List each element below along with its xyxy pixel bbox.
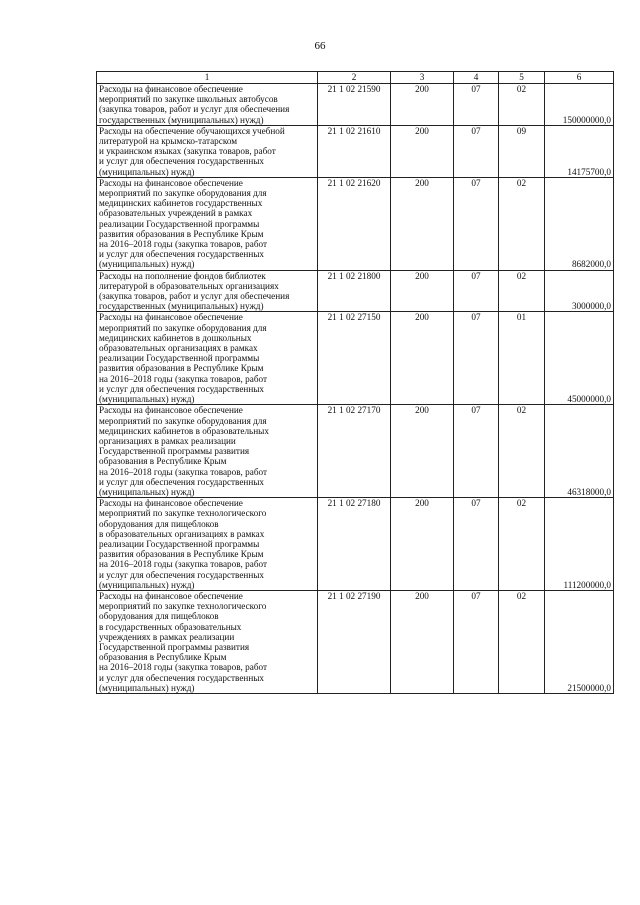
row-amount: 46318000,0 — [545, 405, 614, 498]
row-expense-type: 200 — [391, 270, 454, 312]
table-row — [97, 125, 614, 177]
row-code: 21 1 02 27180 — [318, 498, 391, 591]
row-expense-type: 200 — [391, 177, 454, 270]
table-row — [97, 270, 614, 312]
row-code: 21 1 02 21590 — [318, 84, 391, 126]
row-description: Расходы на обеспечение обучающихся учебной литературой на крымско-татарском и украинском языках (закупка товаров, работ и услуг для обеспечения государственных (муниципальных) нужд) — [97, 125, 318, 177]
row-code: 21 1 02 27150 — [318, 312, 391, 405]
row-section: 07 — [454, 498, 499, 591]
row-expense-type: 200 — [391, 312, 454, 405]
table-row — [97, 405, 614, 498]
row-description: Расходы на финансовое обеспечение мероприятий по закупке оборудования для медицинских кабинетов в дошкольных образовательных организациях в рамках реализации Государственной программы развития образования в Республике Крым на 2016–2018 годы (закупка товаров, работ и услуг для обеспечения государственных (муниципальных) нужд) — [97, 312, 318, 405]
header-col-5: 5 — [499, 72, 545, 84]
table-row — [97, 312, 614, 405]
row-expense-type: 200 — [391, 84, 454, 126]
header-row — [97, 72, 614, 84]
row-expense-type: 200 — [391, 590, 454, 693]
row-amount: 3000000,0 — [545, 270, 614, 312]
row-section: 07 — [454, 125, 499, 177]
row-amount: 150000000,0 — [545, 84, 614, 126]
row-code: 21 1 02 27170 — [318, 405, 391, 498]
row-code: 21 1 02 21610 — [318, 125, 391, 177]
row-section: 07 — [454, 590, 499, 693]
row-description: Расходы на финансовое обеспечение мероприятий по закупке технологического оборудования для пищеблоков в образовательных организациях в рамках реализации Государственной программы развития образования в Республике Крым на 2016–2018 годы (закупка товаров, работ и услуг для обеспечения государственных (муниципальных) нужд) — [97, 498, 318, 591]
row-subsection: 02 — [499, 84, 545, 126]
row-subsection: 09 — [499, 125, 545, 177]
budget-table — [96, 71, 614, 694]
row-subsection: 02 — [499, 177, 545, 270]
page-number: 66 — [314, 40, 326, 52]
row-amount: 111200000,0 — [545, 498, 614, 591]
row-subsection: 02 — [499, 270, 545, 312]
row-subsection: 02 — [499, 498, 545, 591]
row-description: Расходы на пополнение фондов библиотек литературой в образовательных организациях (закупка товаров, работ и услуг для обеспечения государственных (муниципальных) нужд) — [97, 270, 318, 312]
row-expense-type: 200 — [391, 125, 454, 177]
row-code: 21 1 02 21800 — [318, 270, 391, 312]
row-amount: 45000000,0 — [545, 312, 614, 405]
row-amount: 14175700,0 — [545, 125, 614, 177]
row-expense-type: 200 — [391, 498, 454, 591]
row-description: Расходы на финансовое обеспечение мероприятий по закупке школьных автобусов (закупка товаров, работ и услуг для обеспечения государственных (муниципальных) нужд) — [97, 84, 318, 126]
row-section: 07 — [454, 405, 499, 498]
row-subsection: 01 — [499, 312, 545, 405]
row-subsection: 02 — [499, 405, 545, 498]
table-row — [97, 498, 614, 591]
row-description: Расходы на финансовое обеспечение мероприятий по закупке оборудования для медицинских кабинетов государственных образовательных учреждений в рамках реализации Государственной программы развития образования в Республике Крым на 2016–2018 годы (закупка товаров, работ и услуг для обеспечения государственных (муниципальных) нужд) — [97, 177, 318, 270]
row-section: 07 — [454, 312, 499, 405]
row-amount: 8682000,0 — [545, 177, 614, 270]
header-col-3: 3 — [391, 72, 454, 84]
row-description: Расходы на финансовое обеспечение мероприятий по закупке оборудования для медицинских кабинетов в образовательных организациях в рамках реализации Государственной программы развития образования в Республике Крым на 2016–2018 годы (закупка товаров, работ и услуг для обеспечения государственных (муниципальных) нужд) — [97, 405, 318, 498]
row-section: 07 — [454, 84, 499, 126]
row-amount: 21500000,0 — [545, 590, 614, 693]
table-row — [97, 84, 614, 126]
table-row — [97, 177, 614, 270]
row-description: Расходы на финансовое обеспечение мероприятий по закупке технологического оборудования для пищеблоков в государственных образовательных учреждениях в рамках реализации Государственной программы развития образования в Республике Крым на 2016–2018 годы (закупка товаров, работ и услуг для обеспечения государственных (муниципальных) нужд) — [97, 590, 318, 693]
row-section: 07 — [454, 177, 499, 270]
header-col-1: 1 — [97, 72, 318, 84]
row-expense-type: 200 — [391, 405, 454, 498]
header-col-2: 2 — [318, 72, 391, 84]
header-col-4: 4 — [454, 72, 499, 84]
table-row — [97, 590, 614, 693]
row-subsection: 02 — [499, 590, 545, 693]
row-code: 21 1 02 27190 — [318, 590, 391, 693]
header-col-6: 6 — [545, 72, 614, 84]
row-code: 21 1 02 21620 — [318, 177, 391, 270]
row-section: 07 — [454, 270, 499, 312]
